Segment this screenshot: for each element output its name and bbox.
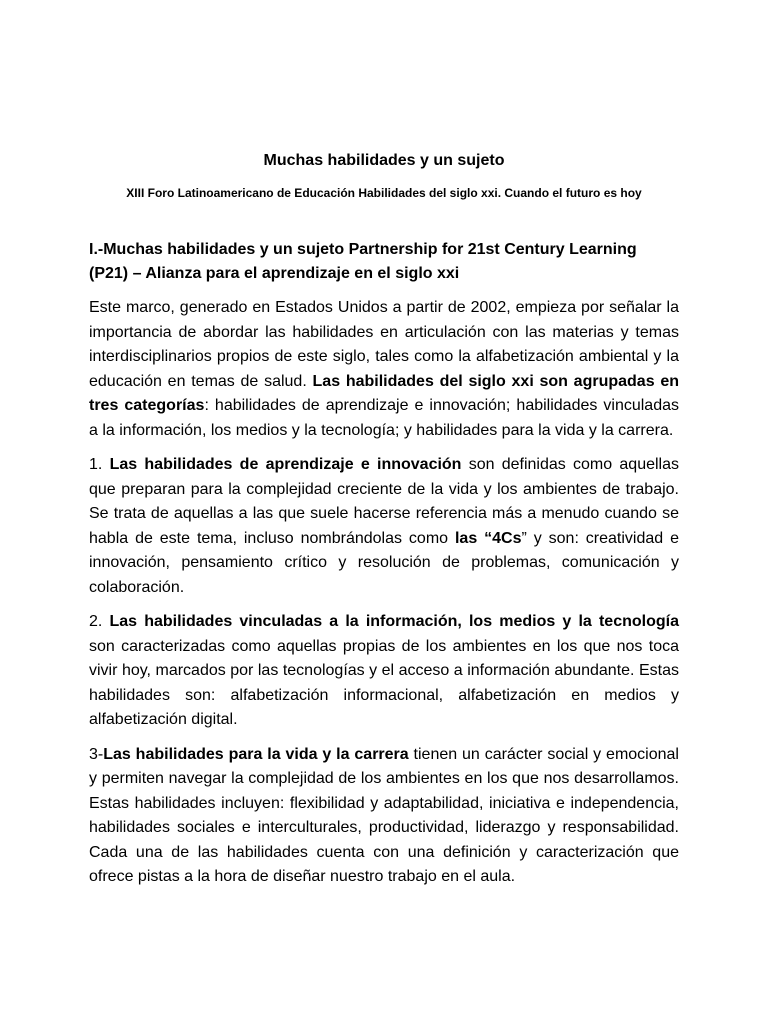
document-subtitle: XIII Foro Latinoamericano de Educación Habilidades del siglo xxi. Cuando el futuro es hoy: [126, 186, 642, 200]
intro-text-1: Este marco, generado en Estados Unidos a partir de 2002, empieza por señalar la importancia de abordar las habilidades en articulación con las materias y temas interdisciplinarios propios de este siglo, tales como la alfabetización ambiental y la educación en temas de salud.: [89, 299, 679, 390]
item-3-bold-1: Las habilidades para la vida y la carrera: [103, 745, 409, 763]
item-3-text-1: tienen un carácter social y emocional y permiten navegar la complejidad de los ambientes en los que nos desarrollamos. Estas habilidades incluyen: flexibilidad y adaptabilidad, iniciativa e independencia, habilidades sociales e interculturales, productividad, liderazgo y responsabilidad. Cada una de las habilidades cuenta con una definición y caracterización que ofrece pistas a la hora de diseñar nuestro trabajo en el aula.: [89, 745, 679, 885]
item-3-paragraph: [89, 743, 679, 890]
item-1-bold-2: las “4Cs: [454, 529, 522, 547]
item-3-number: 3-: [89, 745, 104, 763]
intro-bold-1: Las habilidades del siglo xxi son agrupadas en tres categorías: [89, 372, 680, 414]
intro-text-2: : habilidades de aprendizaje e innovación; habilidades vinculadas a la información, los medios y la tecnología; y habilidades para la vida y la carrera.: [89, 397, 680, 439]
section-heading: I.-Muchas habilidades y un sujeto Partnership for 21st Century Learning (P21) – Alianza para el aprendizaje en el siglo xxi: [89, 241, 637, 282]
intro-paragraph: [89, 296, 679, 443]
item-1-number: 1.: [89, 456, 110, 473]
item-1-text-1: son definidas como aquellas que preparan para la complejidad creciente de la vida y los ambientes de trabajo. Se trata de aquellas a las que suele hacerse referencia más a menudo cuando se habla de este tema, incluso nombrándolas como: [89, 456, 679, 547]
item-2-text-1: son caracterizadas como aquellas propias de los ambientes en los que nos toca vivir hoy, marcados por las tecnologías y el acceso a información abundante. Estas habilidades son: alfabetización informacional, alfabetización en medios y alfabetización digital.: [89, 637, 679, 728]
item-2-paragraph: [89, 610, 679, 733]
item-2-bold-1: Las habilidades vinculadas a la información, los medios y la tecnología: [109, 613, 679, 630]
item-1-text-2: ” y son: creatividad e innovación, pensamiento crítico y resolución de problemas, comunicación y colaboración.: [89, 529, 679, 596]
item-2-number: 2.: [89, 613, 110, 630]
item-1-paragraph: [89, 453, 679, 600]
item-1-bold-1: Las habilidades de aprendizaje e innovación: [109, 456, 462, 473]
document-title: Muchas habilidades y un sujeto: [263, 152, 505, 169]
